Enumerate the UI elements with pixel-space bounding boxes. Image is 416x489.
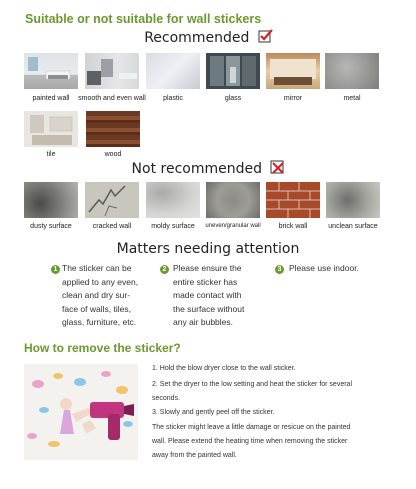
caption: wood: [104, 151, 122, 158]
note-line: glass, furniture, etc.: [62, 317, 137, 327]
note-line: made contact with: [173, 290, 242, 300]
caption: plastic: [163, 95, 183, 102]
thumb-smooth-wall: [85, 53, 139, 89]
removal-step: The sticker might leave a little damage or resicue on the painted: [152, 424, 351, 431]
attention-heading: Matters needing attention: [116, 241, 300, 257]
caption: moldy surface: [151, 223, 195, 230]
caption: metal: [343, 95, 361, 102]
removal-step: 3. Slowly and gently peel off the sticker.: [152, 409, 275, 416]
note-line: face of walls, tiles,: [62, 303, 131, 314]
note-3: [289, 262, 359, 276]
cross-icon: [270, 160, 284, 173]
caption: uneven/granular wall: [205, 223, 261, 229]
thumb-plastic: [146, 53, 200, 89]
caption: unclean surface: [328, 223, 378, 230]
note-line: Please use indoor.: [289, 263, 359, 273]
note-line: entire sticker has: [173, 276, 238, 287]
note-line: The sticker can be: [62, 263, 132, 273]
section-title-removal: How to remove the sticker?: [24, 341, 181, 355]
thumb-unclean-surface: [326, 182, 380, 218]
removal-step: seconds.: [152, 395, 181, 402]
caption: dusty surface: [30, 223, 72, 230]
note-line: clean and dry sur-: [62, 290, 131, 300]
note-number: 1: [51, 265, 60, 274]
note-number: 2: [160, 265, 169, 274]
note-1: [62, 262, 138, 330]
not-recommended-heading: [0, 160, 416, 177]
caption: painted wall: [32, 95, 70, 102]
caption: tile: [46, 151, 56, 158]
removal-illustration: [24, 364, 138, 460]
thumb-tile: [24, 111, 78, 147]
caption: brick wall: [278, 223, 308, 230]
note-number: 3: [275, 265, 284, 274]
thumb-mirror: [266, 53, 320, 89]
caption: cracked wall: [92, 223, 132, 230]
caption: glass: [224, 95, 242, 102]
removal-step: 1. Hold the blow dryer close to the wall sticker.: [152, 365, 296, 372]
thumb-dusty-surface: [24, 182, 78, 218]
thumb-metal: [325, 53, 379, 89]
note-line: applied to any even,: [62, 276, 139, 287]
section-title-suitable: Suitable or not suitable for wall stickers: [25, 12, 262, 26]
note-2: [173, 262, 244, 330]
recommended-label: Recommended: [144, 30, 250, 46]
not-recommended-label: Not recommended: [131, 161, 262, 177]
thumb-cracked-wall: [85, 182, 139, 218]
note-line: the surface without: [173, 303, 245, 314]
recommended-heading: [0, 29, 416, 46]
removal-step: wall. Please extend the heating time when removing the sticker: [152, 438, 348, 445]
check-icon: [258, 29, 272, 42]
removal-step: 2. Set the dryer to the low setting and heat the sticker for several: [152, 381, 352, 388]
note-line: any air bubbles.: [173, 317, 234, 327]
thumb-wood: [86, 111, 140, 147]
thumb-painted-wall: [24, 53, 78, 89]
thumb-moldy-surface: [146, 182, 200, 218]
note-line: Please ensure the: [173, 263, 242, 273]
caption: mirror: [283, 95, 303, 102]
thumb-brick-wall: [266, 182, 320, 218]
thumb-uneven-wall: [206, 182, 260, 218]
removal-step: away from the painted wall.: [152, 452, 237, 459]
thumb-glass: [206, 53, 260, 89]
caption: smooth and even wall: [78, 95, 146, 102]
